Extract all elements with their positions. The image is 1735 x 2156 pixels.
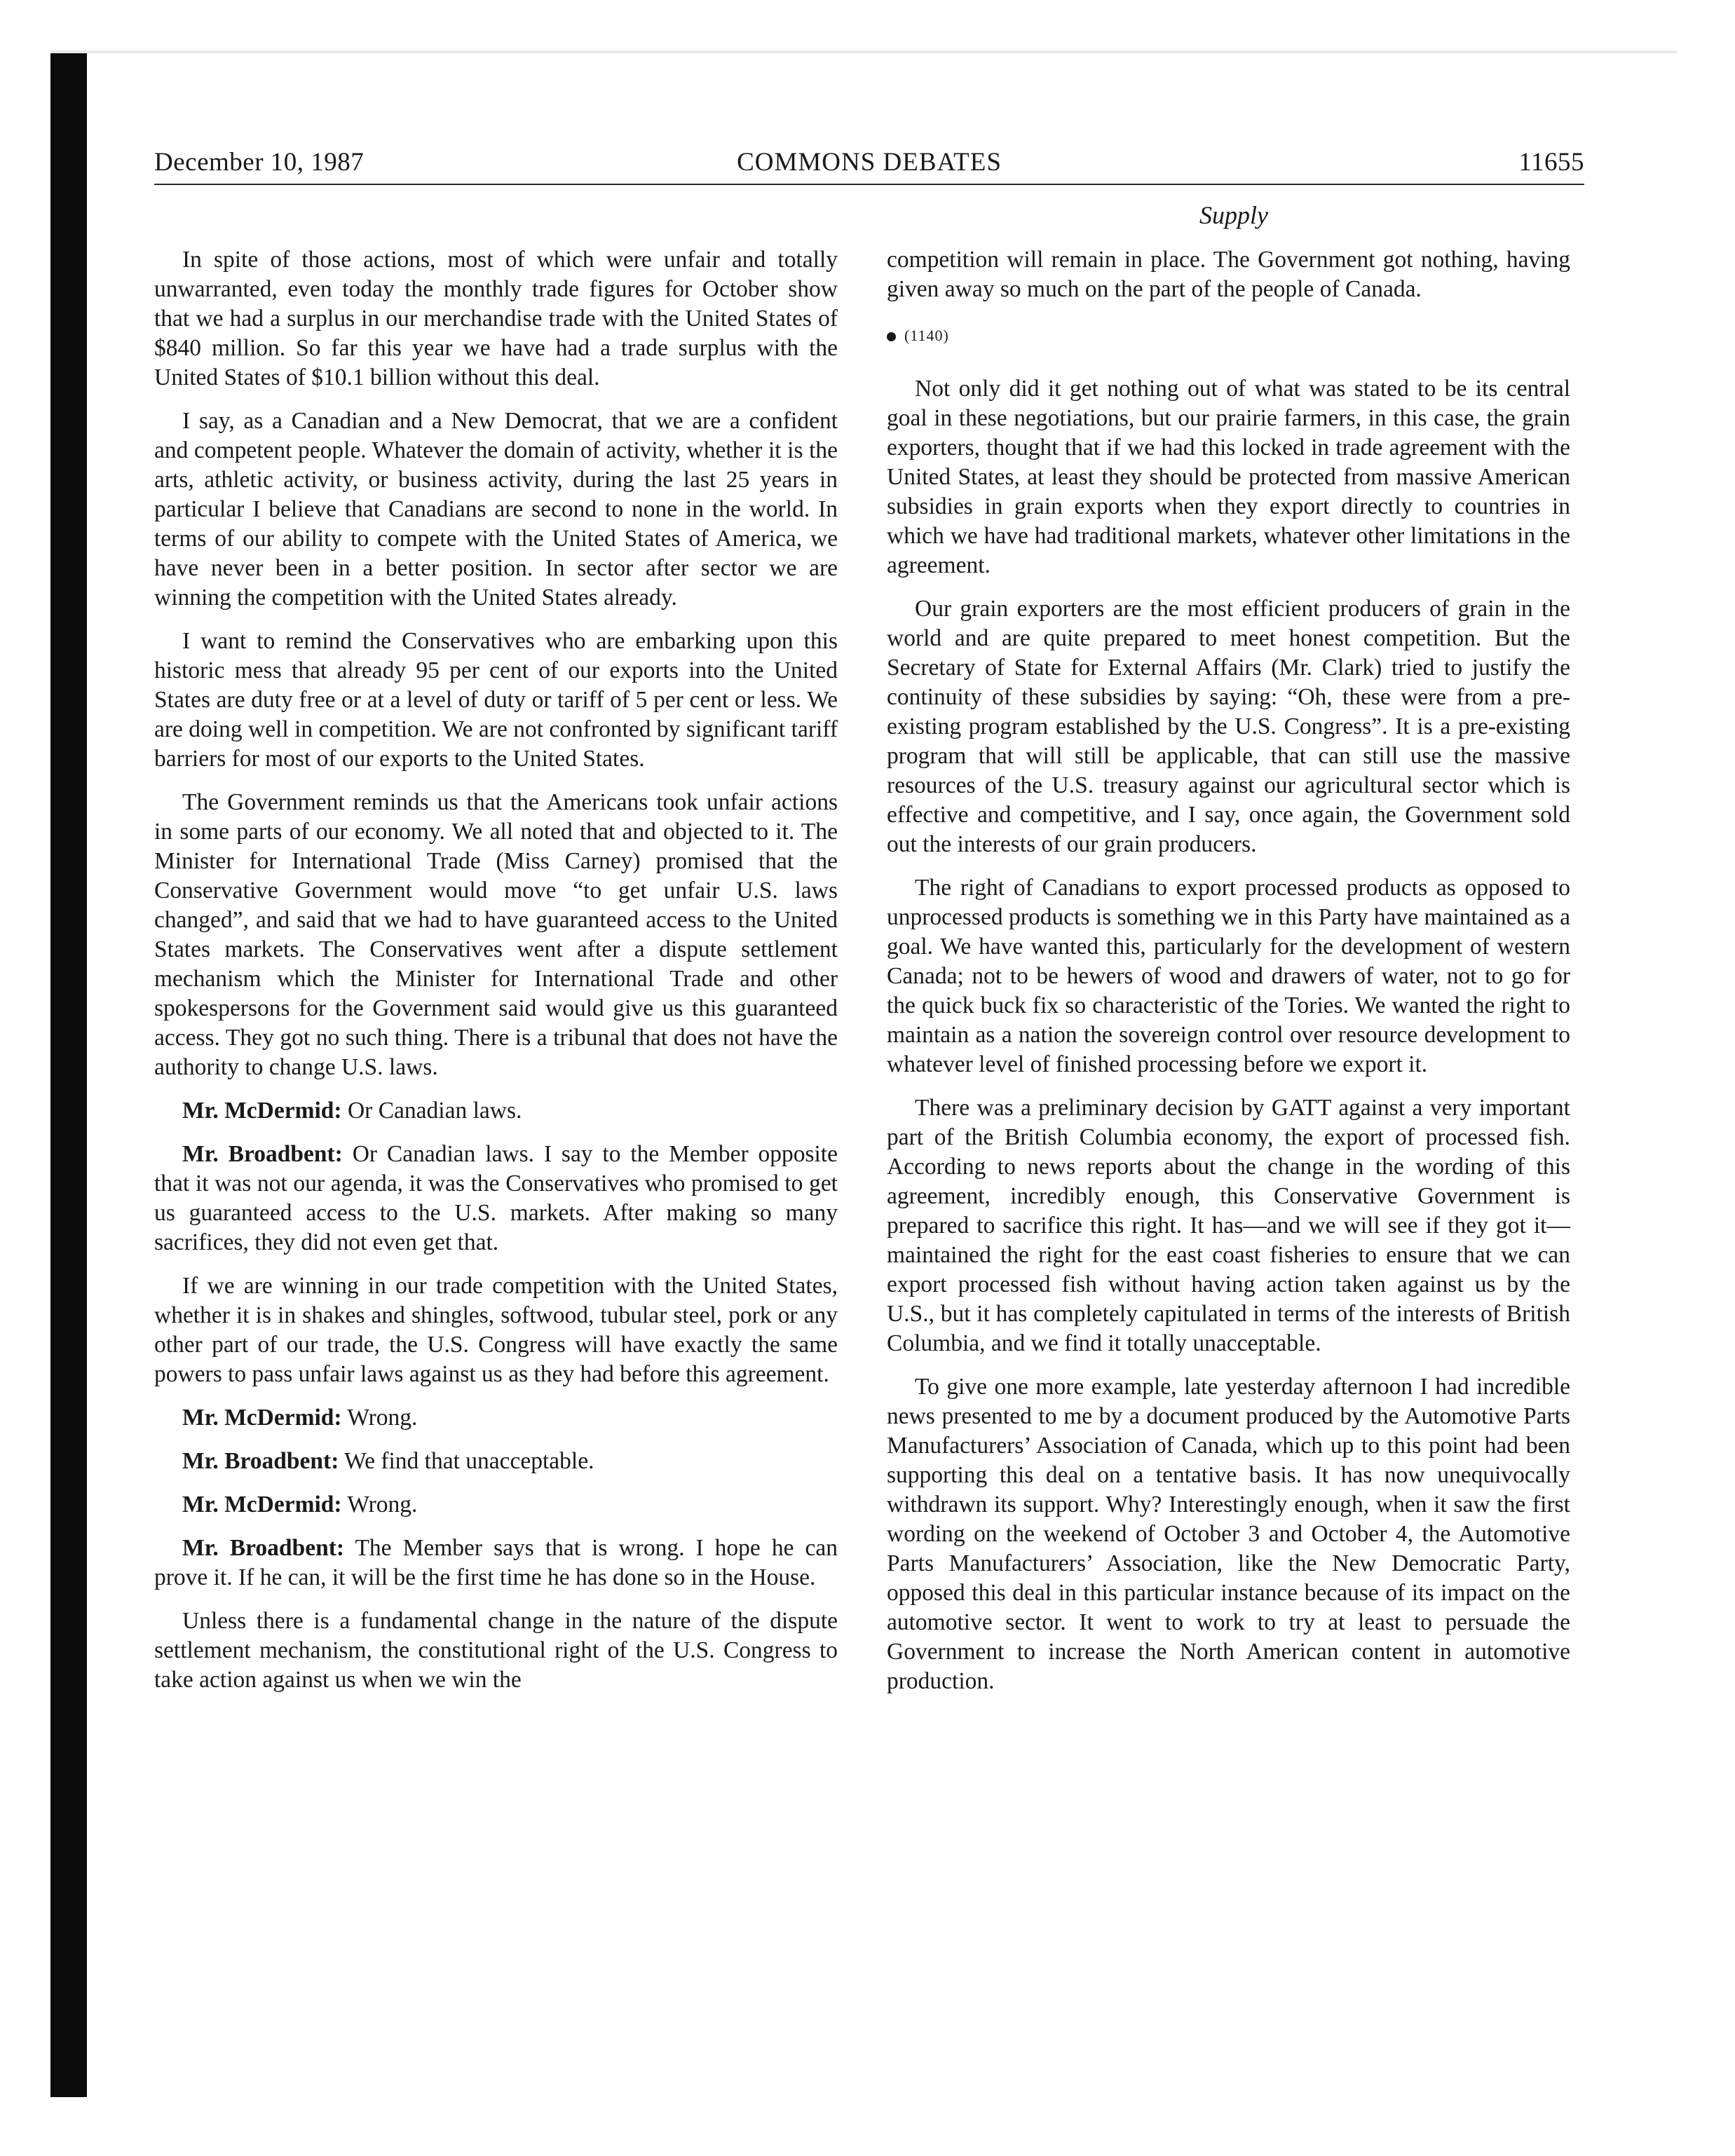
bullet-icon	[887, 332, 896, 341]
paragraph: In spite of those actions, most of which were unfair and totally unwarranted, even today the monthly trade figures for October show that we had a surplus in our merchandise trade with the United States of $840 million. So far this year we have had a trade surplus with the United States of $10.1 billion without this deal.	[154, 247, 838, 390]
paragraph: There was a preliminary decision by GATT against a very important part of the British Columbia economy, the export of processed fish. According to news reports about the change in the wording of this agreement, incredibly enough, this Conservative Government is prepared to sacrifice this right. It has—and we will see if they got it—maintained the right for the east coast fisheries to ensure that we can export processed fish without having action taken against us by the U.S., but it has completely capitulated in terms of the interests of British Columbia, and we find it totally unacceptable.	[887, 1095, 1570, 1356]
header-page-number: 11655	[1518, 148, 1584, 177]
paragraph: To give one more example, late yesterday afternoon I had incredible news presented to me by a document produced by the Automotive Parts Manufacturers’ Association of Canada, which up to this point had been supporting this deal on a tentative basis. It has now unequivocally withdrawn its support. Why? Interestingly enough, when it saw the first wording on the weekend of October 3 and October 4, the Automotive Parts Manufacturers’ Association, like the New Democratic Party, opposed this deal in this particular instance because of its impact on the automotive sector. It went to work to try at least to persuade the Government to increase the North American content in automotive production.	[887, 1374, 1570, 1694]
time-marker: (1140)	[887, 321, 1570, 350]
header-publication: COMMONS DEBATES	[737, 148, 1002, 177]
header-rule	[154, 184, 1584, 185]
speaker-name: Mr. McDermid:	[182, 1492, 342, 1517]
document-page	[154, 147, 1584, 2040]
speech-paragraph: Mr. McDermid: Or Canadian laws.	[182, 1098, 522, 1124]
scan-border	[50, 50, 87, 2097]
speaker-name: Mr. Broadbent:	[182, 1141, 343, 1167]
speaker-name: Mr. Broadbent:	[182, 1535, 345, 1561]
paragraph: Not only did it get nothing out of what was stated to be its central goal in these negotiations, but our prairie farmers, in this case, the grain exporters, thought that if we had this locked in trade agreement with the United States, at least they should be protected from massive American subsidies in grain exports when they export directly to countries in which we have had traditional markets, whatever other limitations in the agreement.	[887, 376, 1570, 578]
speaker-name: Mr. Broadbent:	[182, 1448, 339, 1474]
paragraph: The right of Canadians to export processed products as opposed to unprocessed products is something we in this Party have maintained as a goal. We have wanted this, particularly for the development of western Canada; not to be hewers of wood and drawers of water, not to go for the quick buck fix so characteristic of the Tories. We wanted the right to maintain as a nation the sovereign control over resource development to whatever level of finished processing before we export it.	[887, 875, 1570, 1077]
header-date: December 10, 1987	[154, 148, 365, 177]
speech-paragraph: Mr. Broadbent: We find that unacceptable.	[182, 1448, 594, 1474]
speaker-name: Mr. McDermid:	[182, 1098, 342, 1124]
paragraph: I say, as a Canadian and a New Democrat, that we are a confident and competent people. Whatever the domain of activity, whether it is the arts, athletic activity, or business activity, during the last 25 years in particular I believe that Canadians are second to none in the world. In terms of our ability to compete with the United States of America, we have never been in a better position. In sector after sector we are winning the competition with the United States already.	[154, 408, 838, 610]
speaker-name: Mr. McDermid:	[182, 1405, 342, 1431]
paragraph: If we are winning in our trade competition with the United States, whether it is in shakes and shingles, softwood, tubular steel, pork or any other part of our trade, the U.S. Congress will have exactly the same powers to pass unfair laws against us as they had before this agreement.	[154, 1273, 838, 1387]
paragraph: I want to remind the Conservatives who are embarking upon this historic mess that already 95 per cent of our exports into the United States are duty free or at a level of duty or tariff of 5 per cent or less. We are doing well in competition. We are not confronted by significant tariff barriers for most of our exports to the United States.	[154, 628, 838, 772]
continued-paragraph: competition will remain in place. The Government got nothing, having given away so much on the part of the people of Canada.	[887, 247, 1570, 302]
scan-top-edge	[50, 50, 1677, 53]
running-header	[154, 147, 1584, 184]
speech-paragraph: Mr. Broadbent: Or Canadian laws. I say to the Member opposite that it was not our agenda, it was the Conservatives who promised to get us guaranteed access to the U.S. markets. After making so many sacrifices, they did not even get that.	[154, 1141, 838, 1255]
right-column	[887, 245, 1570, 1710]
left-column	[154, 245, 838, 1709]
paragraph: Our grain exporters are the most efficient producers of grain in the world and are quite prepared to meet honest competition. But the Secretary of State for External Affairs (Mr. Clark) tried to justify the continuity of these subsidies by saying: “Oh, these were from a pre-existing program established by the U.S. Congress”. It is a pre-existing program that will still be applicable, that can still use the massive resources of the U.S. treasury against our agricultural sector which is effective and competitive, and I say, once again, the Government sold out the interests of our grain producers.	[887, 596, 1570, 857]
speech-paragraph: Mr. McDermid: Wrong.	[182, 1492, 418, 1517]
section-label: Supply	[1199, 201, 1268, 229]
speech-paragraph: Mr. McDermid: Wrong.	[182, 1405, 418, 1431]
paragraph: The Government reminds us that the Americans took unfair actions in some parts of our economy. We all noted that and objected to it. The Minister for International Trade (Miss Carney) promised that the Conservative Government would move “to get unfair U.S. laws changed”, and said that we had to have guaranteed access to the United States markets. The Conservatives went after a dispute settlement mechanism which the Minister for International Trade and other spokespersons for the Government said would give us this guaranteed access. They got no such thing. There is a tribunal that does not have the authority to change U.S. laws.	[154, 789, 838, 1080]
speech-paragraph: Mr. Broadbent: The Member says that is wrong. I hope he can prove it. If he can, it will be the first time he has done so in the House.	[154, 1535, 838, 1590]
paragraph: Unless there is a fundamental change in the nature of the dispute settlement mechanism, the constitutional right of the U.S. Congress to take action against us when we win the	[154, 1608, 838, 1693]
